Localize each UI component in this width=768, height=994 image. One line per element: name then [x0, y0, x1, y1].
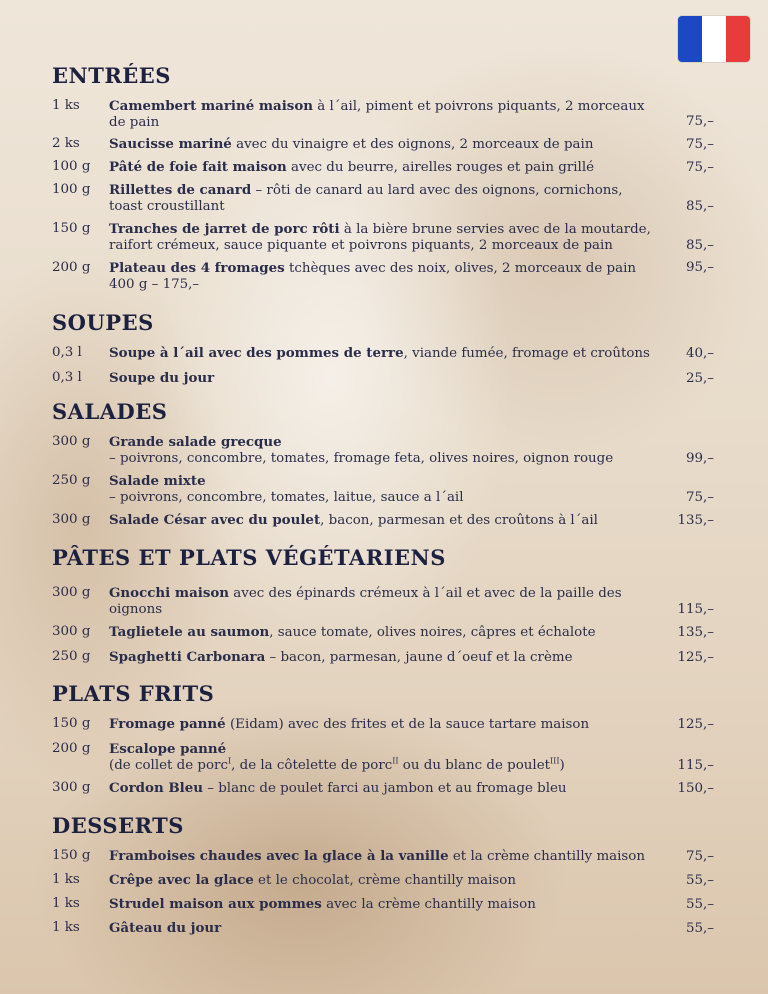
- item-description: [109, 98, 670, 130]
- section-desserts: [52, 812, 714, 937]
- item-price: 125,–: [677, 717, 714, 732]
- item-name: Salade César avec du poulet: [109, 512, 321, 528]
- menu-item: [52, 136, 714, 153]
- item-price: 99,–: [686, 451, 714, 466]
- item-name: Rillettes de canard: [109, 182, 252, 198]
- item-details: et la crème chantilly maison: [448, 849, 645, 864]
- item-details: , sauce tomate, olives noires, câpres et échalote: [269, 625, 596, 640]
- menu-item: [52, 896, 714, 913]
- item-quantity: 100 g: [52, 182, 91, 197]
- item-quantity: 150 g: [52, 848, 91, 863]
- menu-item: [52, 159, 714, 176]
- item-name: Cordon Bleu: [109, 780, 203, 796]
- menu-item: [52, 370, 714, 387]
- item-description: [109, 434, 670, 467]
- menu-item: [52, 741, 714, 774]
- item-details: à la bière brune servies avec de la moutarde, raifort crémeux, sauce piquante et poivrons piquants, 2 morceaux de pain: [109, 222, 651, 253]
- item-quantity: 300 g: [52, 512, 91, 527]
- item-details: à l´ail, piment et poivrons piquants, 2 morceaux de pain: [109, 99, 645, 130]
- item-price: 55,–: [686, 897, 714, 912]
- item-description: [109, 741, 670, 774]
- menu-item: [52, 624, 714, 641]
- item-details: – blanc de poulet farci au jambon et au fromage bleu: [203, 781, 567, 796]
- item-details: (Eidam) avec des frites et de la sauce tartare maison: [225, 717, 590, 732]
- flag-blue-stripe: [678, 16, 702, 62]
- superscript: III: [550, 756, 560, 766]
- menu-item: [52, 221, 714, 254]
- item-details: avec du beurre, airelles rouges et pain grillé: [286, 160, 595, 175]
- item-note: ou du blanc de poulet: [398, 758, 551, 773]
- menu-item: [52, 716, 714, 733]
- item-description: [109, 920, 670, 937]
- item-details: avec du vinaigre et des oignons, 2 morceaux de pain: [231, 137, 594, 152]
- section-title: PÂTES ET PLATS VÉGÉTARIENS: [52, 545, 446, 570]
- item-quantity: 1 ks: [52, 896, 80, 911]
- item-quantity: 250 g: [52, 473, 91, 488]
- item-name: Grande salade grecque: [109, 434, 282, 450]
- item-name: Soupe à l´ail avec des pommes de terre: [109, 345, 404, 361]
- item-details: et le chocolat, crème chantilly maison: [253, 873, 516, 888]
- menu-item: [52, 920, 714, 937]
- item-quantity: 0,3 l: [52, 345, 82, 360]
- item-price: 115,–: [677, 758, 714, 773]
- section-title: DESSERTS: [52, 813, 184, 838]
- item-price: 75,–: [686, 114, 714, 129]
- item-quantity: 1 ks: [52, 920, 80, 935]
- item-note: – poivrons, concombre, tomates, laitue, sauce a l´ail: [109, 490, 464, 505]
- section-title: SOUPES: [52, 310, 154, 335]
- flag-red-stripe: [726, 16, 750, 62]
- item-quantity: 150 g: [52, 716, 91, 731]
- item-name: Taglietele au saumon: [109, 624, 270, 640]
- item-name: Saucisse mariné: [109, 136, 232, 152]
- menu-item: [52, 434, 714, 467]
- item-price: 75,–: [686, 490, 714, 505]
- item-description: [109, 716, 670, 733]
- superscript: II: [392, 756, 399, 766]
- item-details: avec la crème chantilly maison: [321, 897, 536, 912]
- menu-item: [52, 848, 714, 865]
- item-quantity: 300 g: [52, 780, 91, 795]
- item-description: [109, 182, 670, 215]
- item-quantity: 200 g: [52, 741, 91, 756]
- item-price: 40,–: [686, 346, 714, 361]
- french-flag-icon: [678, 16, 750, 62]
- item-quantity: 0,3 l: [52, 370, 82, 385]
- item-price: 75,–: [686, 849, 714, 864]
- section-title: PLATS FRITS: [52, 681, 215, 706]
- item-quantity: 300 g: [52, 624, 91, 639]
- section-title: SALADES: [52, 399, 168, 424]
- item-price: 85,–: [686, 199, 714, 214]
- item-note: 400 g – 175,–: [109, 277, 200, 292]
- item-description: [109, 136, 670, 153]
- menu-item: [52, 345, 714, 362]
- section-plats-frits: [52, 680, 714, 797]
- item-details: – rôti de canard au lard avec des oignons, cornichons, toast croustillant: [109, 183, 623, 214]
- menu-item: [52, 585, 714, 618]
- item-price: 135,–: [677, 625, 714, 640]
- item-price: 55,–: [686, 921, 714, 936]
- section-entrees: [52, 62, 714, 293]
- menu-item: [52, 872, 714, 889]
- item-description: [109, 473, 670, 506]
- item-price: 25,–: [686, 371, 714, 386]
- item-description: [109, 624, 670, 641]
- item-note: – poivrons, concombre, tomates, fromage feta, olives noires, oignon rouge: [109, 451, 614, 466]
- flag-white-stripe: [702, 16, 726, 62]
- menu-item: [52, 649, 714, 666]
- item-description: [109, 585, 670, 618]
- item-description: [109, 345, 670, 362]
- item-name: Plateau des 4 fromages: [109, 260, 285, 276]
- item-price: 135,–: [677, 513, 714, 528]
- item-details: avec des épinards crémeux à l´ail et avec de la paille des oignons: [109, 586, 622, 617]
- item-price: 75,–: [686, 137, 714, 152]
- item-description: [109, 260, 670, 293]
- item-name: Salade mixte: [109, 473, 206, 489]
- item-name: Tranches de jarret de porc rôti: [109, 221, 340, 237]
- item-name: Crêpe avec la glace: [109, 872, 254, 888]
- item-quantity: 200 g: [52, 260, 91, 275]
- item-quantity: 300 g: [52, 434, 91, 449]
- item-price: 115,–: [677, 602, 714, 617]
- item-note: , de la côtelette de porc: [231, 758, 393, 773]
- item-description: [109, 512, 670, 529]
- item-description: [109, 370, 670, 387]
- menu-item: [52, 260, 714, 293]
- item-name: Framboises chaudes avec la glace à la vanille: [109, 848, 449, 864]
- item-name: Spaghetti Carbonara: [109, 649, 266, 665]
- section-soupes: [52, 309, 714, 387]
- item-name: Escalope panné: [109, 741, 227, 757]
- item-name: Fromage panné: [109, 716, 226, 732]
- menu-item: [52, 182, 714, 215]
- item-name: Camembert mariné maison: [109, 98, 314, 114]
- item-price: 75,–: [686, 160, 714, 175]
- item-description: [109, 896, 670, 913]
- item-details: tchèques avec des noix, olives, 2 morceaux de pain: [284, 261, 637, 276]
- item-quantity: 300 g: [52, 585, 91, 600]
- item-name: Gnocchi maison: [109, 585, 230, 601]
- item-description: [109, 221, 670, 254]
- item-quantity: 250 g: [52, 649, 91, 664]
- item-quantity: 1 ks: [52, 872, 80, 887]
- item-details: , viande fumée, fromage et croûtons: [403, 346, 650, 361]
- superscript: I: [227, 756, 232, 766]
- item-price: 125,–: [677, 650, 714, 665]
- item-price: 85,–: [686, 238, 714, 253]
- menu-item: [52, 780, 714, 797]
- item-quantity: 150 g: [52, 221, 91, 236]
- item-price: 55,–: [686, 873, 714, 888]
- item-details: , bacon, parmesan et des croûtons à l´ail: [320, 513, 598, 528]
- item-price: 95,–: [686, 260, 714, 275]
- item-price: 150,–: [677, 781, 714, 796]
- menu-item: [52, 473, 714, 506]
- section-salades: [52, 398, 714, 529]
- section-pates: [52, 544, 714, 666]
- item-name: Gâteau du jour: [109, 920, 222, 936]
- item-details: – bacon, parmesan, jaune d´oeuf et la crème: [265, 650, 573, 665]
- item-quantity: 1 ks: [52, 98, 80, 113]
- section-title: ENTRÉES: [52, 63, 171, 88]
- item-description: [109, 159, 670, 176]
- item-description: [109, 848, 670, 865]
- menu-item: [52, 98, 714, 130]
- item-quantity: 100 g: [52, 159, 91, 174]
- menu-item: [52, 512, 714, 529]
- item-description: [109, 649, 670, 666]
- item-note: ): [559, 758, 565, 773]
- item-name: Soupe du jour: [109, 370, 215, 386]
- item-note: (de collet de porc: [109, 758, 228, 773]
- item-name: Pâté de foie fait maison: [109, 159, 287, 175]
- item-description: [109, 872, 670, 889]
- item-name: Strudel maison aux pommes: [109, 896, 322, 912]
- item-quantity: 2 ks: [52, 136, 80, 151]
- item-description: [109, 780, 670, 797]
